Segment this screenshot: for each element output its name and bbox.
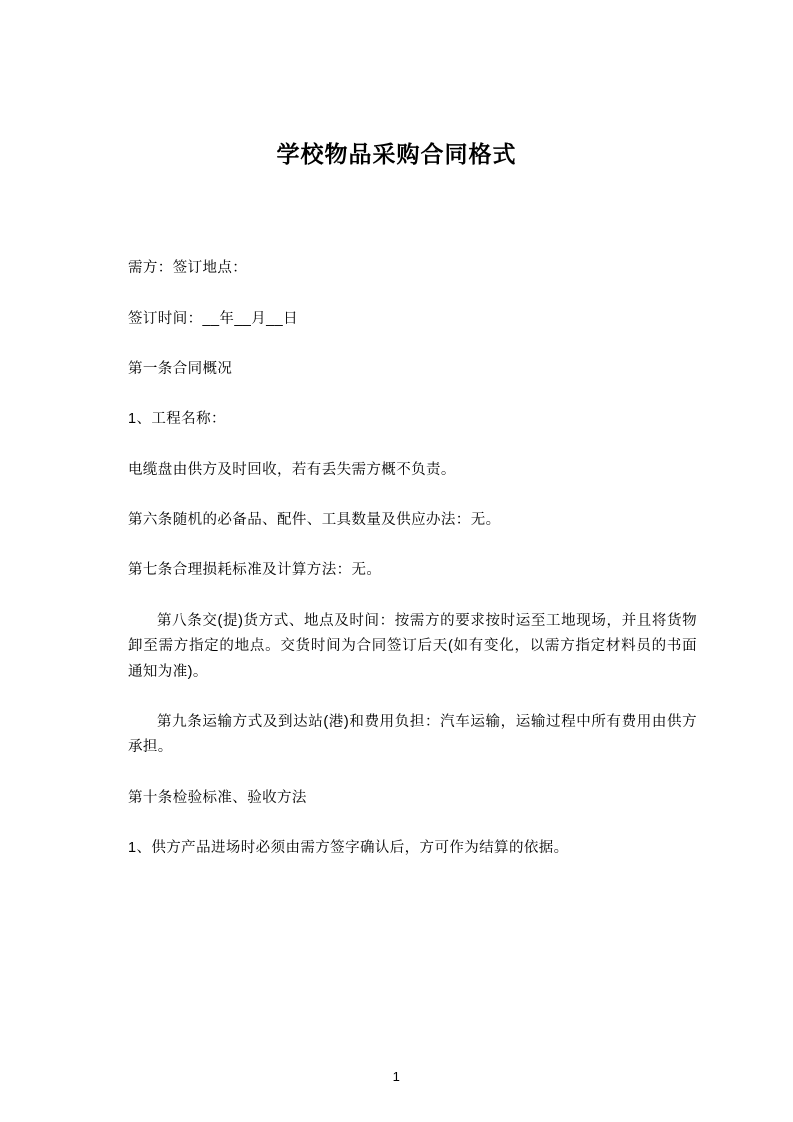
paragraph: 第一条合同概况 [128, 360, 233, 377]
document-body [0, 256, 793, 861]
paragraph: 需方：签订地点： [128, 260, 248, 277]
page-number: 1 [392, 1069, 401, 1084]
paragraph: 电缆盘由供方及时回收，若有丢失需方概不负责。 [128, 461, 456, 478]
paragraph: 第十条检验标准、验收方法 [128, 789, 307, 806]
paragraph: 1、供方产品进场时必须由需方签字确认后，方可作为结算的依据。 [128, 840, 569, 857]
page-title: 学校物品采购合同格式 [276, 141, 517, 167]
paragraph: 第六条随机的必备品、配件、工具数量及供应办法：无。 [128, 512, 501, 529]
paragraph: 第九条运输方式及到达站(港)和费用负担：汽车运输，运输过程中所有费用由供方承担。 [128, 713, 697, 756]
paragraph: 1、工程名称： [128, 411, 226, 428]
paragraph: 第八条交(提)货方式、地点及时间：按需方的要求按时运至工地现场，并且将货物卸至需方指定的地点。交货时间为合同签订后天(如有变化，以需方指定材料员的书面通知为准)。 [128, 612, 697, 680]
paragraph: 签订时间：__年__月__日 [128, 310, 298, 327]
paragraph: 第七条合理损耗标准及计算方法：无。 [128, 562, 382, 579]
